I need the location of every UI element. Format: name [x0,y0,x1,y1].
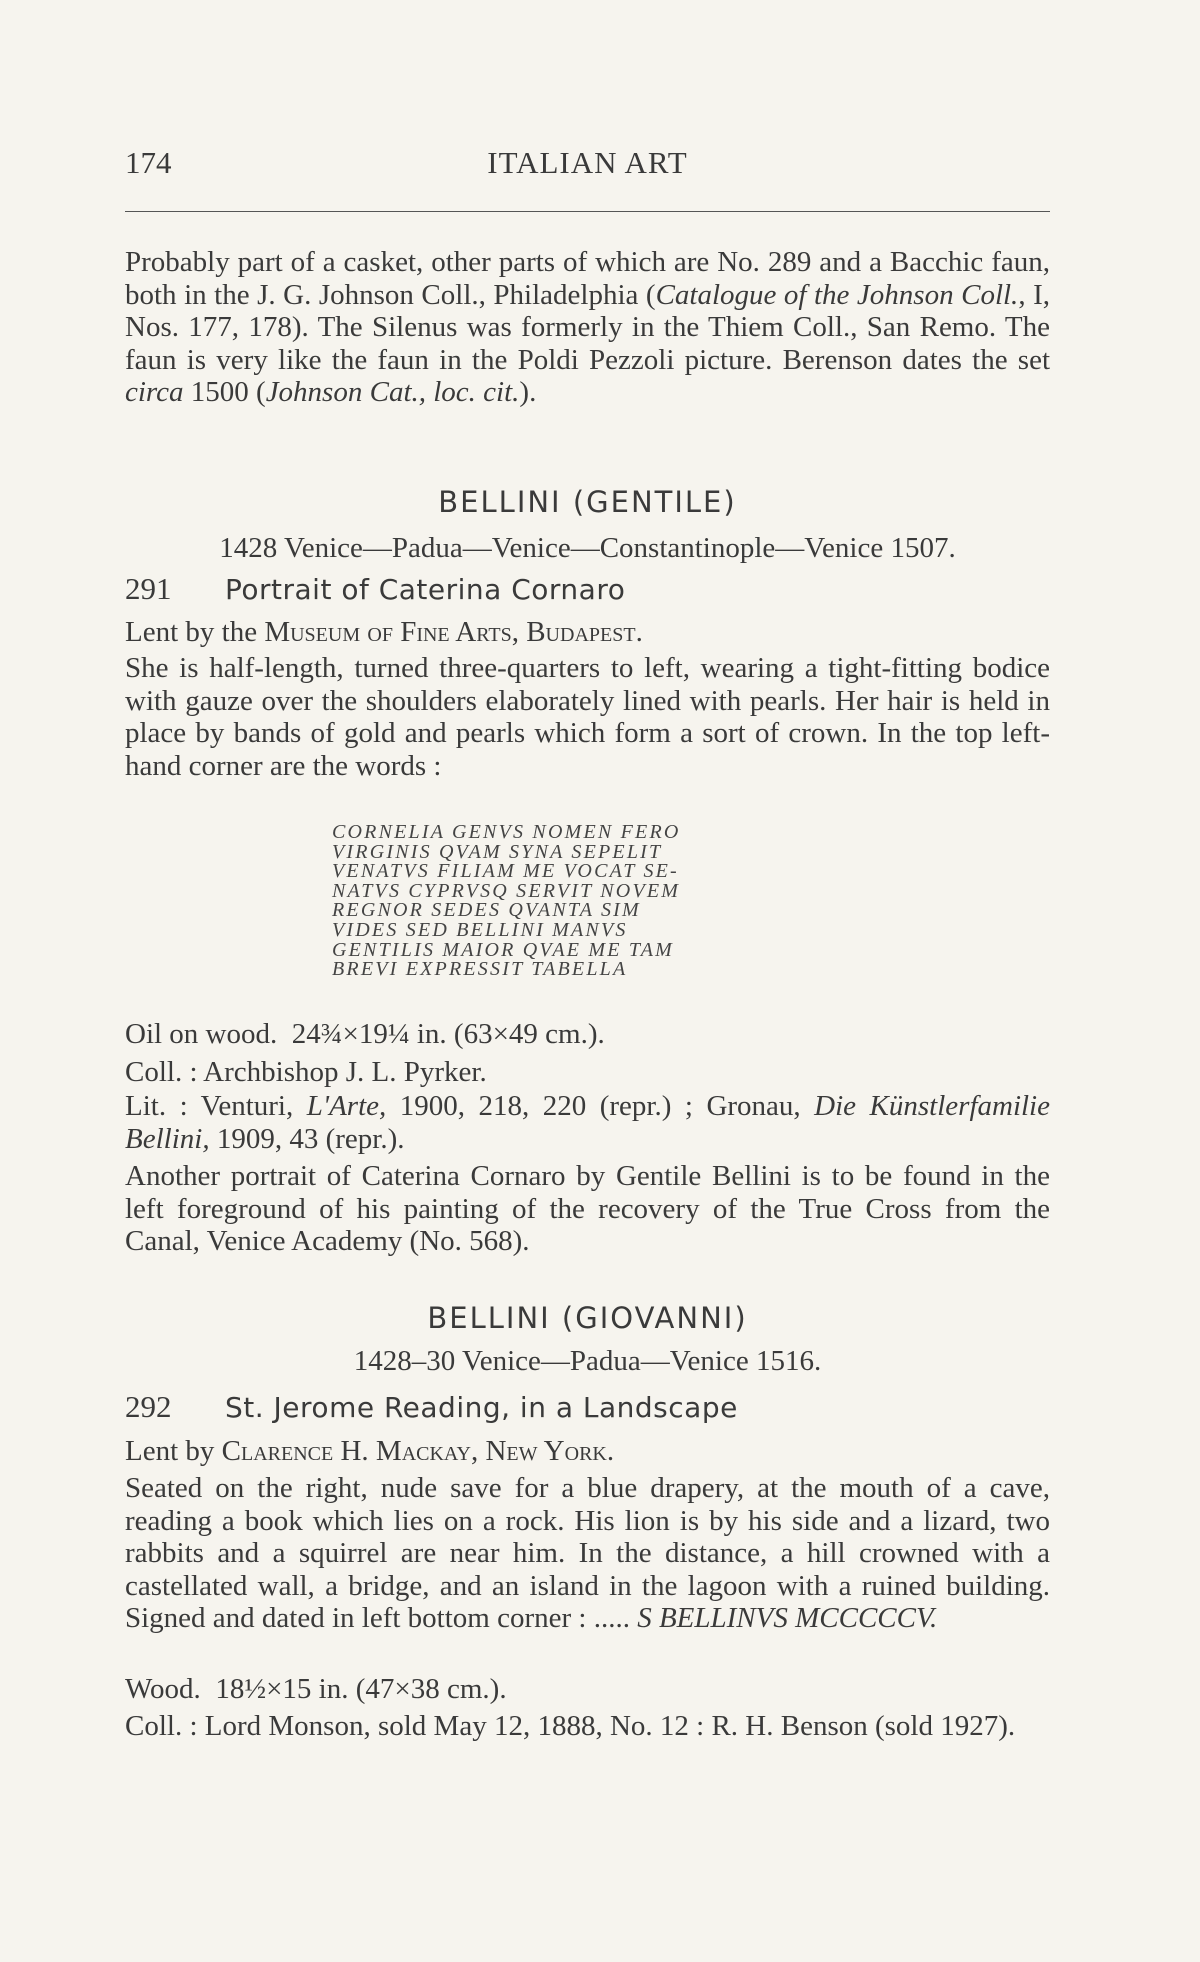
artist-heading-giovanni: BELLINI (GIOVANNI) [427,1301,748,1335]
inscription-line: CORNELIA GENVS NOMEN FERO [332,821,681,843]
intro-text-1: Probably part of a casket, other parts of which are No. 289 and a Bacchic faun, both in the J. G. Johnson Coll., Philadelphia ( [125,246,1050,311]
entry-292-description [125,1472,1050,1635]
entry-291-note [125,1160,1050,1258]
description-text: She is half-length, turned three-quarters to left, wearing a tight-fitting bodice with gauze over the shoulders elaborately lined with pearls. Her hair is held in place by bands of gold and pearls which form a sort of crown. In the top left-hand corner are the words : [125,652,1050,782]
artist-dates-gentile: 1428 Venice—Padua—Venice—Constantinople—Venice 1507. [219,532,956,564]
inscription-line: NATVS CYPRVSQ SERVIT NOVEM [332,879,681,902]
entry-291-collection: Coll. : Archbishop J. L. Pyrker. [125,1056,487,1088]
entry-291-medium [125,1018,1050,1051]
inscription-line: REGNOR SEDES QVANTA SIM [332,899,641,922]
intro-reference: Johnson Cat., loc. cit. [265,376,520,408]
header-rule [125,211,1050,212]
entry-291-lender [125,616,1050,649]
entry-number: 291 [125,571,172,606]
inscription-line: GENTILIS MAIOR QVAE ME TAM [332,938,674,961]
intro-text-4: ). [519,376,537,408]
entry-292-collection [125,1710,1050,1743]
inscription-block [332,823,681,980]
lent-prefix: Lent by [125,1435,222,1467]
lender-name: Museum of Fine Arts, Budapest. [264,616,643,648]
entry-title: Portrait of Caterina Cornaro [225,573,626,606]
inscription-line: BREVI EXPRESSIT TABELLA [332,958,628,981]
entry-292-lender [125,1435,1050,1468]
entry-title: St. Jerome Reading, in a Landscape [225,1391,738,1424]
lit-title-2: Die Künstlerfamilie Bellini, [125,1090,1050,1155]
intro-paragraph [125,246,1050,409]
entry-292-medium [125,1673,1050,1706]
medium: Wood. [125,1673,201,1705]
medium: Oil on wood. [125,1018,278,1050]
lit-title-1: L'Arte, [306,1090,387,1122]
inscription-line: VENATVS FILIAM ME VOCAT SE- [332,860,679,883]
collection-text: Coll. : Lord Monson, sold May 12, 1888, No. 12 : R. H. Benson (sold 1927). [125,1710,1016,1742]
intro-catalogue-title: Catalogue of the Johnson Coll. [655,278,1019,311]
description-text: Seated on the right, nude save for a blue drapery, at the mouth of a cave, reading a book which lies on a rock. His lion is by his side and a lizard, two rabbits and a squirrel are near him. In the distance, a hill crowned with a castellated wall, a bridge, and an island in the lagoon with a ruined building. Signed and dated in left bottom corner : ..... [125,1472,1050,1634]
entry-291-literature [125,1090,1050,1155]
lent-prefix: Lent by the [125,616,265,648]
lit-mid: 1900, 218, 220 (repr.) ; Gronau, [386,1090,815,1122]
running-header [125,145,1050,187]
entry-291-description [125,652,1050,782]
lit-end: 1909, 43 (repr.). [209,1122,405,1155]
inscription-line: VIDES SED BELLINI MANVS [332,918,628,941]
artist-dates-giovanni: 1428–30 Venice—Padua—Venice 1516. [353,1345,822,1377]
entry-292-heading [125,1389,1050,1425]
artist-heading-gentile: BELLINI (GENTILE) [438,485,737,519]
inscription-line: VIRGINIS QVAM SYNA SEPELIT [332,840,663,863]
signature-text: S BELLINVS MCCCCCV. [637,1602,938,1634]
page-number: 174 [125,145,172,180]
intro-text-3: 1500 ( [183,376,266,408]
entry-291-heading [125,571,1050,607]
intro-circa: circa [125,376,184,408]
lender-name: Clarence H. Mackay, New York. [221,1435,615,1467]
running-title: ITALIAN ART [487,145,688,180]
dimensions: 24¾×19¼ in. (63×49 cm.). [291,1018,605,1050]
lit-prefix: Lit. : Venturi, [125,1090,307,1122]
dimensions: 18½×15 in. (47×38 cm.). [215,1673,507,1705]
intro-text-2: , I, Nos. 177, 178). The Silenus was formerly in the Thiem Coll., San Remo. The faun is very like the faun in the Poldi Pezzoli picture. Berenson dates the set [125,278,1050,376]
note-text: Another portrait of Caterina Cornaro by Gentile Bellini is to be found in the left foreground of his painting of the recovery of the True Cross from the Canal, Venice Academy (No. 568). [125,1160,1050,1257]
entry-number: 292 [125,1389,172,1424]
